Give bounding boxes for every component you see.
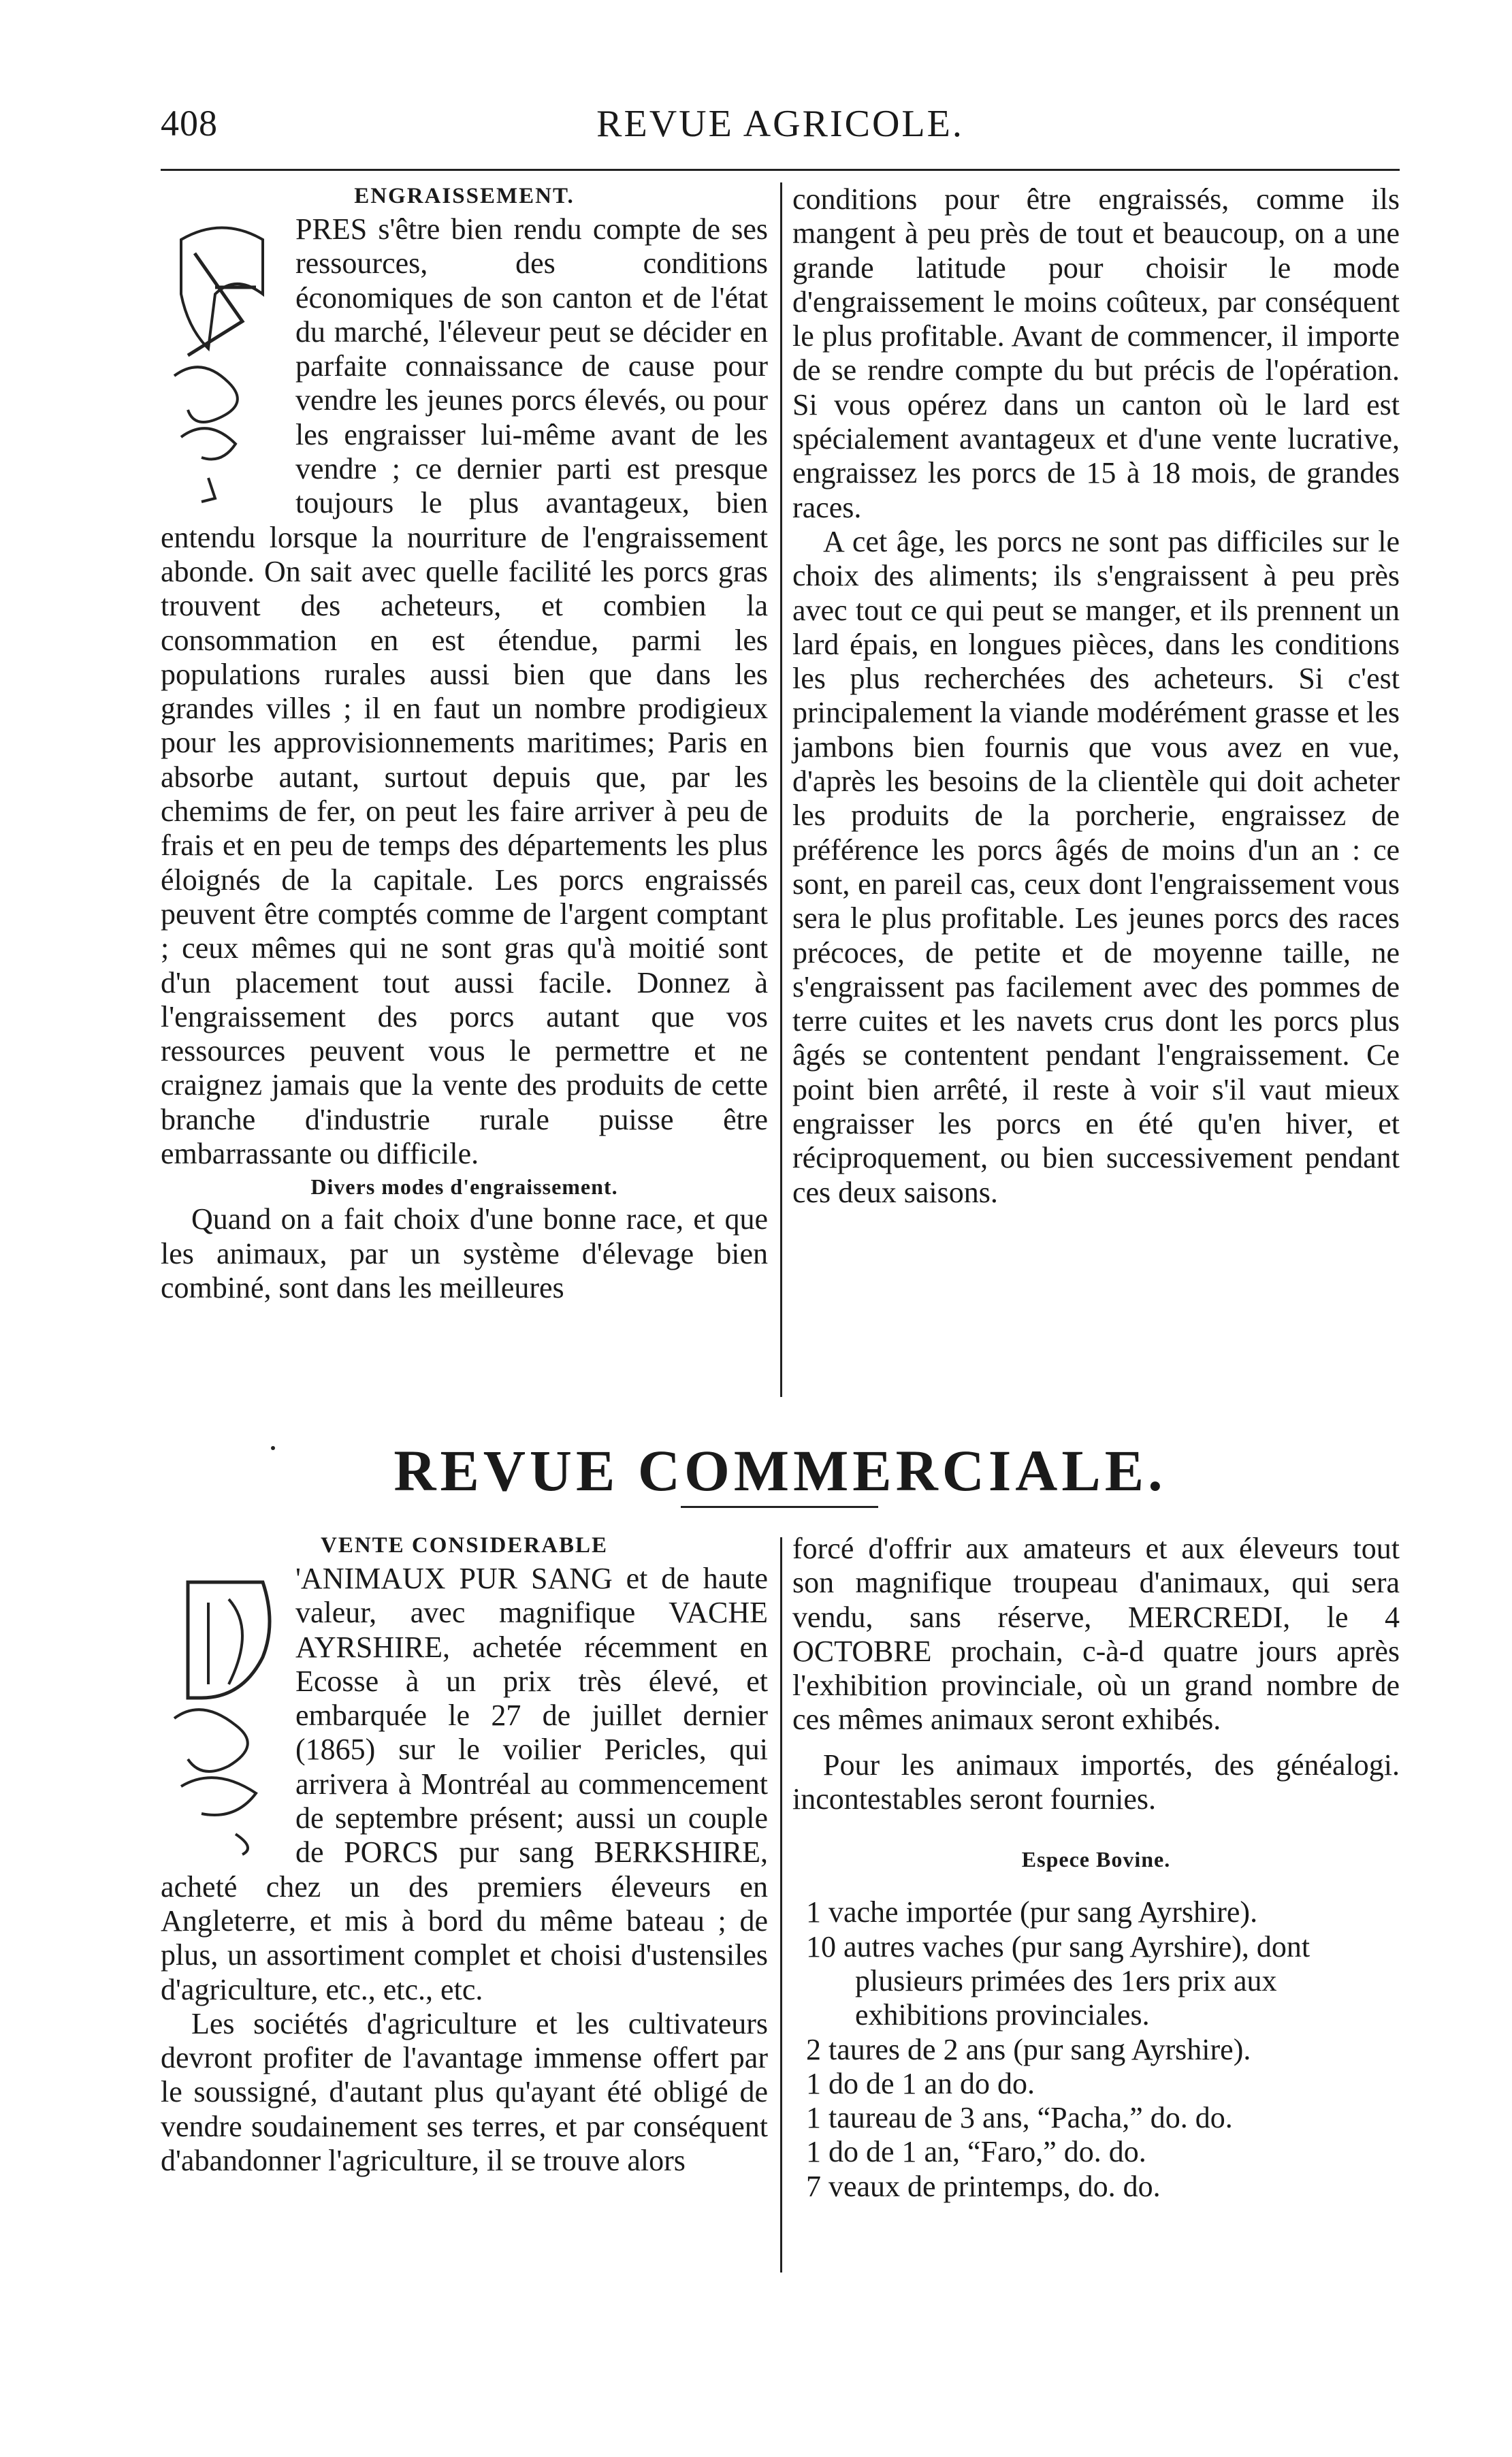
bottom-left-column [161, 1532, 768, 2178]
article-heading-vente: VENTE CONSIDERABLE [320, 1533, 608, 1558]
list-item: 1 do de 1 an do do. [806, 2066, 1035, 2100]
paragraph: A cet âge, les porcs ne sont pas difficiles sur le choix des aliments; ils s'engraissent à peu près avec tout ce qui peut se manger, et ils prennent un lard épais, en longues pièces, dans les conditions les plus recherchées des acheteurs. Si c'est principalement la viande modérément grasse et les jambons bien fournis que vous avez en vue, d'après les besoins de la clientèle qui doit acheter les produits de la porcherie, engraissez de préférence les porcs âgés de moins d'un an : ce sont, en pareil cas, ceux dont l'engraissement vous sera le plus profitable. Les jeunes porcs des races précoces, de petite et de moyenne taille, ne s'engraissent pas facilement avec des pommes de terre cuites et les navets crus dont les porcs plus âgés se contentent pendant l'engraissement. Ce point bien arrêté, il reste à voir s'il vaut mieux engraisser les porcs en été qu'en hiver, et réciproquement, ou bien successivement pendant ces deux saisons. [792, 524, 1400, 1209]
column-divider [780, 182, 782, 1397]
list-item: 1 do de 1 an, “Faro,” do. do. [806, 2135, 1146, 2169]
section-title-rule [681, 1506, 878, 1508]
list-item: 2 taures de 2 ans (pur sang Ayrshire). [806, 2032, 1251, 2066]
column-divider [780, 1537, 782, 2273]
ornamental-dropcap-a [161, 212, 283, 507]
top-right-column [792, 182, 1400, 1210]
running-head [161, 102, 1400, 157]
paragraph: Les sociétés d'agriculture et les cultivateurs devront profiter de l'avantage immense offert par le soussigné, d'autant plus qu'ayant été obligé de vendre soudainement ses terres, et par conséquent d'abandonner l'agriculture, il se trouve alors [161, 2006, 768, 2178]
list-item: 1 vache importée (pur sang Ayrshire). [806, 1895, 1258, 1929]
paragraph: Quand on a fait choix d'une bonne race, et que les animaux, par un système d'élevage bien combiné, sont dans les meilleures [161, 1202, 768, 1304]
list-item: 1 taureau de 3 ans, “Pacha,” do. do. [806, 2101, 1233, 2135]
paragraph: forcé d'offrir aux amateurs et aux éleveurs tout son magnifique troupeau d'animaux, qui sera vendu, sans réserve, MERCREDI, le 4 OCTOBRE prochain, c-à-d quatre jours après l'exhibition provinciale, où un grand nombre de ces mêmes animaux seront exhibés. [792, 1532, 1400, 1737]
ornamental-dropcap-d [161, 1562, 283, 1856]
subheading-espece-bovine: Espece Bovine. [1021, 1847, 1171, 1872]
list-item: 7 veaux de printemps, do. do. [806, 2169, 1161, 2203]
section-title: REVUE COMMERCIALE. [393, 1438, 1167, 1503]
header-rule [161, 169, 1400, 171]
livestock-list [792, 1895, 1400, 2204]
paragraph: conditions pour être engraissés, comme ils mangent à peu près de tout et beaucoup, on a une grande latitude pour choisir le mode d'engraissement le moins coûteux, par conséquent le plus profitable. Avant de commencer, il importe de se rendre compte du but précis de l'opération. Si vous opérez dans un canton où le lard est spécialement avantageux et d'une vente lucrative, engraissez les porcs de 15 à 18 mois, de grandes races. [792, 182, 1400, 524]
paragraph: Pour les animaux importés, des généalogi. incontestables seront fournies. [792, 1748, 1400, 1816]
top-left-column [161, 182, 768, 1305]
list-item: 10 autres vaches (pur sang Ayrshire), dont plusieurs primées des 1ers prix aux exhibitions provinciales. [806, 1929, 1310, 2032]
article-heading-engraissement: ENGRAISSEMENT. [354, 184, 575, 208]
page-number: 408 [161, 103, 218, 144]
paragraph: 'ANIMAUX PUR SANG et de haute valeur, avec magnifique VACHE AYRSHIRE, achetée récemment en Ecosse à un prix très élevé, et embarquée le 27 de juillet dernier (1865) sur le voilier Pericles, qui arrivera à Montréal au commencement de septembre présent; aussi un couple de PORCS pur sang BERKSHIRE, acheté chez un des premiers éleveurs en Angleterre, et mis à bord du même bateau ; de plus, un assortiment complet et choisi d'ustensiles d'agriculture, etc., etc., etc. [161, 1562, 768, 2006]
paragraph: PRES s'être bien rendu compte de ses ressources, des conditions économiques de son canton et de l'état du marché, l'éleveur peut se décider en parfaite connaissance de cause pour vendre les jeunes porcs élevés, ou pour les engraisser lui-même avant de les vendre ; ce dernier parti est presque toujours le plus avantageux, bien entendu lorsque la nourriture de l'engraissement abonde. On sait avec quelle facilité les porcs gras trouvent des acheteurs, et combien la consommation en est étendue, parmi les populations rurales aussi bien que dans les grandes villes ; il en faut un nombre prodigieux pour les approvisionnements maritimes; Paris en absorbe autant, surtout depuis que, par les chemims de fer, on peut les faire arriver à peu de frais et en peu de temps des départements les plus éloignés de la capitale. Les porcs engraissés peuvent être comptés comme de l'argent comptant ; ceux mêmes qui ne sont gras qu'à moitié sont d'un placement tout aussi facile. Donnez à l'engraissement des porcs autant que vos ressources peuvent vous le permettre et ne craignez jamais que la vente des produits de cette branche d'industrie rurale puisse être embarrassante ou difficile. [161, 212, 768, 1171]
header-title: REVUE AGRICOLE. [596, 103, 964, 145]
bottom-right-column [792, 1532, 1400, 2204]
subheading-divers-modes: Divers modes d'engraissement. [310, 1174, 618, 1200]
